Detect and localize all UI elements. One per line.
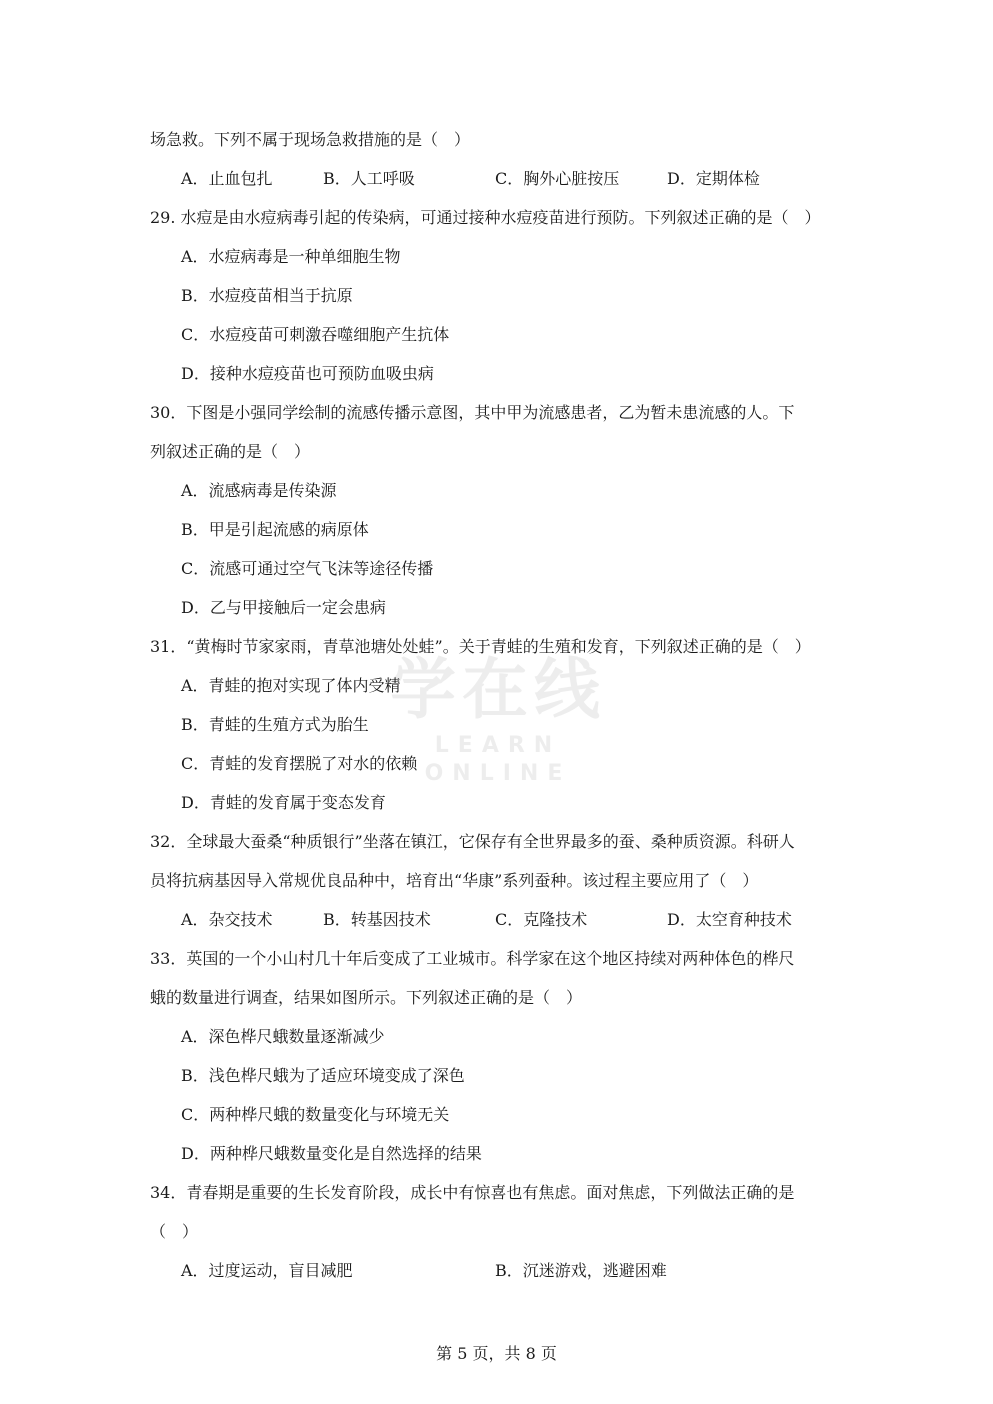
q31-option-d: D．青蛙的发育属于变态发育	[181, 793, 386, 812]
watermark-chinese-text: 学在线	[390, 651, 606, 728]
q31-option-c: C．青蛙的发育摆脱了对水的依赖	[181, 754, 418, 773]
q30-option-d: D．乙与甲接触后一定会患病	[181, 598, 386, 617]
watermark	[368, 650, 628, 786]
page-number-footer: 第 5 页，共 8 页	[436, 1344, 557, 1363]
q32-stem-line2: 员将抗病基因导入常规优良品种中，培育出“华康”系列蚕种。该过程主要应用了（ ）	[150, 871, 759, 890]
q33-stem-line1: 33．英国的一个小山村几十年后变成了工业城市。科学家在这个地区持续对两种体色的桦尺	[150, 949, 795, 968]
q32-stem-line1: 32．全球最大蚕桑“种质银行”坐落在镇江，它保存有全世界最多的蚕、桑种质资源。科研人	[150, 832, 795, 851]
q33-option-b: B．浅色桦尺蛾为了适应环境变成了深色	[181, 1066, 465, 1085]
q29-stem: 29. 水痘是由水痘病毒引起的传染病，可通过接种水痘疫苗进行预防。下列叙述正确的是（ ）	[150, 208, 821, 227]
q30-stem-line1: 30．下图是小强同学绘制的流感传播示意图，其中甲为流感患者，乙为暂未患流感的人。下	[150, 403, 795, 422]
q34-option-b: B．沉迷游戏，逃避困难	[495, 1261, 667, 1280]
q32-option-c: C．克隆技术	[495, 910, 588, 929]
q34-option-a: A．过度运动，盲目减肥	[181, 1261, 353, 1280]
q28-option-c: C．胸外心脏按压	[495, 169, 620, 188]
q33-stem-line2: 蛾的数量进行调查，结果如图所示。下列叙述正确的是（ ）	[150, 988, 583, 1007]
q32-option-b: B．转基因技术	[323, 910, 431, 929]
q28-option-d: D．定期体检	[667, 169, 760, 188]
q30-stem-line2: 列叙述正确的是（ ）	[150, 442, 311, 461]
q33-option-a: A．深色桦尺蛾数量逐渐减少	[181, 1027, 385, 1046]
q30-option-a: A．流感病毒是传染源	[181, 481, 337, 500]
q32-option-d: D．太空育种技术	[667, 910, 792, 929]
q31-stem: 31．“黄梅时节家家雨，青草池塘处处蛙”。关于青蛙的生殖和发育，下列叙述正确的是（ ）	[150, 637, 811, 656]
q33-option-c: C．两种桦尺蛾的数量变化与环境无关	[181, 1105, 450, 1124]
watermark-english-text: LEARN ONLINE	[424, 733, 572, 786]
q28-option-b: B．人工呼吸	[323, 169, 415, 188]
q31-option-b: B．青蛙的生殖方式为胎生	[181, 715, 369, 734]
q30-option-b: B．甲是引起流感的病原体	[181, 520, 369, 539]
q28-option-a: A．止血包扎	[181, 169, 273, 188]
q34-stem-line2: （ ）	[150, 1222, 199, 1241]
q28-stem-continuation: 场急救。下列不属于现场急救措施的是（ ）	[150, 130, 471, 149]
q34-stem-line1: 34．青春期是重要的生长发育阶段，成长中有惊喜也有焦虑。面对焦虑，下列做法正确的是	[150, 1183, 795, 1202]
q29-option-c: C．水痘疫苗可刺激吞噬细胞产生抗体	[181, 325, 450, 344]
q30-option-c: C．流感可通过空气飞沫等途径传播	[181, 559, 434, 578]
q31-option-a: A．青蛙的抱对实现了体内受精	[181, 676, 401, 695]
q29-option-d: D．接种水痘疫苗也可预防血吸虫病	[181, 364, 434, 383]
q29-option-b: B．水痘疫苗相当于抗原	[181, 286, 353, 305]
q29-option-a: A．水痘病毒是一种单细胞生物	[181, 247, 401, 266]
q33-option-d: D．两种桦尺蛾数量变化是自然选择的结果	[181, 1144, 482, 1163]
q32-option-a: A．杂交技术	[181, 910, 273, 929]
